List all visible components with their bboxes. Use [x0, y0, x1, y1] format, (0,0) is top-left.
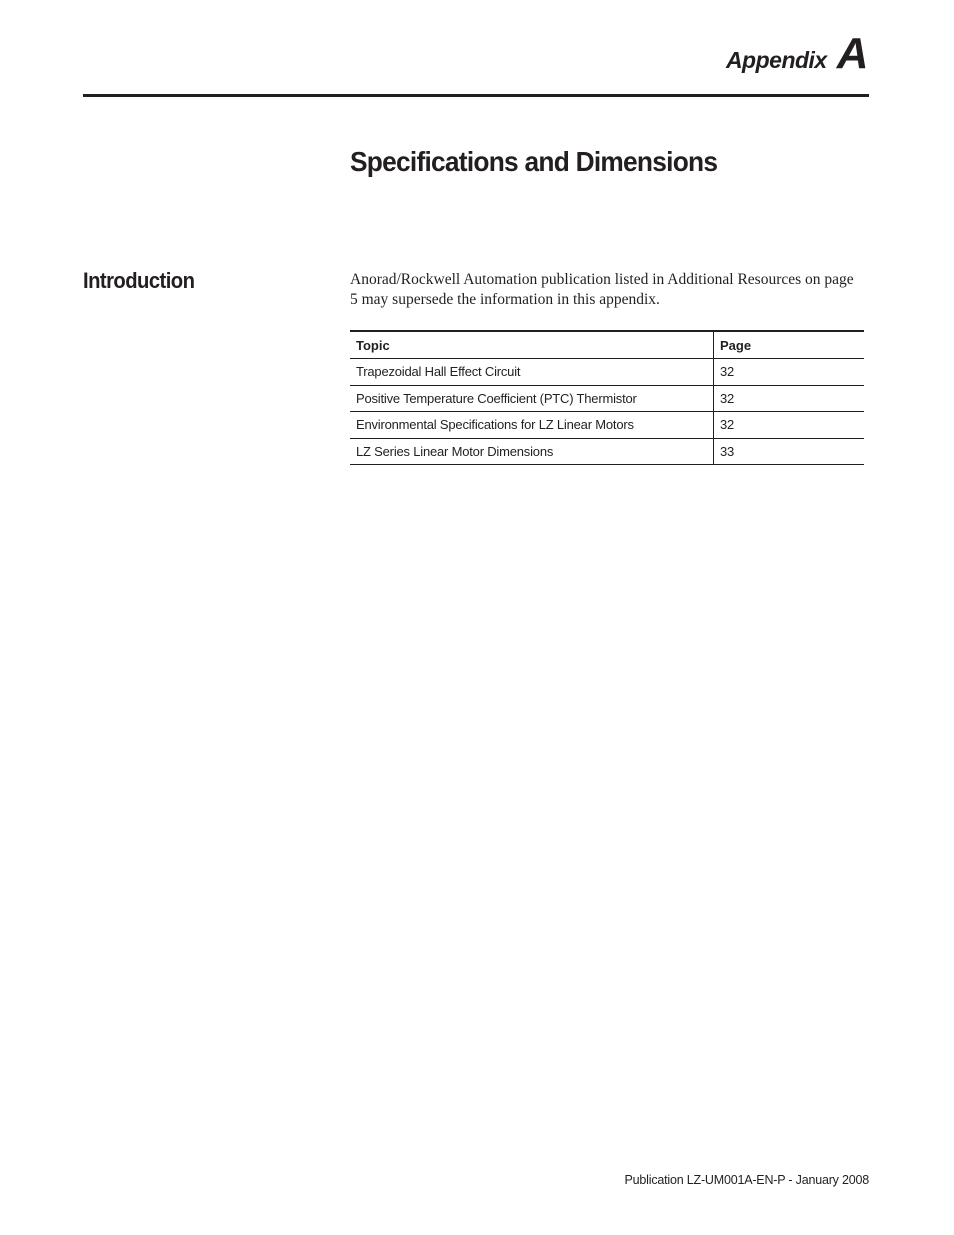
- appendix-letter: A: [836, 29, 868, 78]
- table-row: [350, 438, 864, 465]
- page-cell: 32: [714, 385, 865, 412]
- appendix-label: Appendix: [725, 47, 827, 73]
- table-header-row: [350, 331, 864, 359]
- table-row: [350, 385, 864, 412]
- footer-publication: Publication LZ-UM001A-EN-P - January 2008: [624, 1173, 869, 1187]
- appendix-header: [725, 29, 868, 78]
- intro-paragraph: Anorad/Rockwell Automation publication listed in Additional Resources on page 5 may supersede the information in this appendix.: [350, 271, 854, 308]
- table-row: [350, 359, 864, 386]
- table-row: [350, 412, 864, 439]
- topic-cell: Trapezoidal Hall Effect Circuit: [350, 359, 714, 386]
- section-heading-introduction: Introduction: [83, 268, 195, 293]
- column-header-topic: Topic: [350, 331, 714, 359]
- column-header-page: Page: [714, 331, 865, 359]
- page-cell: 33: [714, 438, 865, 465]
- topic-cell: Positive Temperature Coefficient (PTC) Thermistor: [350, 385, 714, 412]
- topic-cell: LZ Series Linear Motor Dimensions: [350, 438, 714, 465]
- topic-table: [350, 330, 864, 465]
- header-rule: [83, 94, 869, 97]
- topic-cell: Environmental Specifications for LZ Linear Motors: [350, 412, 714, 439]
- chapter-title: Specifications and Dimensions: [350, 146, 718, 177]
- page-cell: 32: [714, 412, 865, 439]
- page-cell: 32: [714, 359, 865, 386]
